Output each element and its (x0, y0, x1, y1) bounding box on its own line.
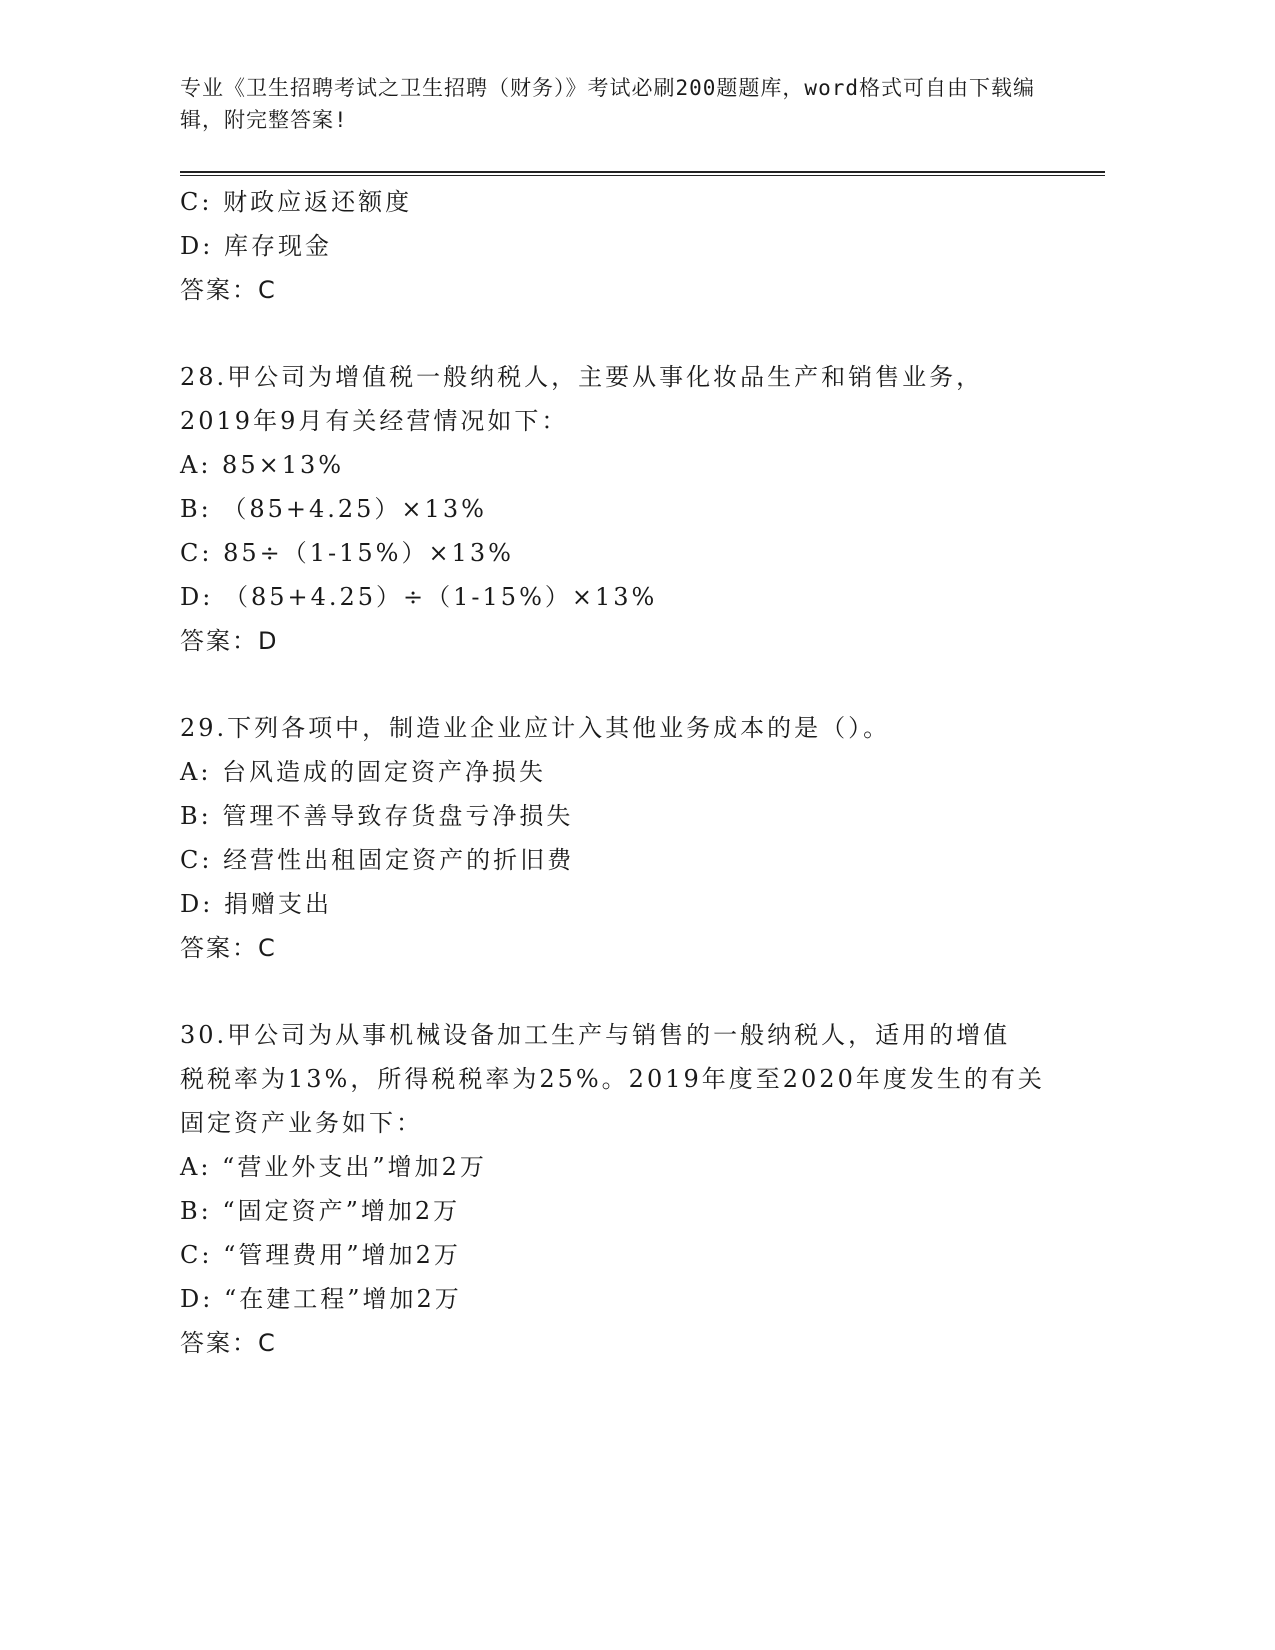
spacer (180, 312, 1060, 355)
option-c: C: 财政应返还额度 (180, 188, 413, 216)
option-b: B: （85+4.25）×13% (180, 495, 487, 523)
page-header (180, 72, 1040, 136)
spacer (180, 970, 1060, 1013)
question-stem-line: 税税率为13%，所得税税率为25%。2019年度至2020年度发生的有关 (180, 1065, 1045, 1093)
option-c: C: 85÷（1-15%）×13% (180, 539, 514, 567)
header-divider (180, 171, 1105, 176)
option-a: A: 85×13% (180, 451, 345, 479)
option-a: A: “营业外支出”增加2万 (180, 1153, 487, 1181)
question-stem-line: 2019年9月有关经营情况如下： (180, 407, 569, 435)
answer-line: 答案：C (180, 276, 277, 304)
answer-line: 答案：C (180, 934, 277, 962)
question-content (180, 180, 1060, 1365)
question-stem-line: 30.甲公司为从事机械设备加工生产与销售的一般纳税人，适用的增值 (180, 1021, 1011, 1049)
option-b: B: “固定资产”增加2万 (180, 1197, 461, 1225)
question-stem-line: 29.下列各项中，制造业企业应计入其他业务成本的是（）。 (180, 714, 891, 742)
option-c: C: 经营性出租固定资产的折旧费 (180, 846, 575, 874)
answer-line: 答案：D (180, 627, 279, 655)
question-stem-line: 28.甲公司为增值税一般纳税人，主要从事化妆品生产和销售业务， (180, 363, 984, 391)
option-b: B: 管理不善导致存货盘亏净损失 (180, 802, 574, 830)
answer-line: 答案：C (180, 1329, 277, 1357)
spacer (180, 663, 1060, 706)
option-c: C: “管理费用”增加2万 (180, 1241, 461, 1269)
option-d: D: 捐赠支出 (180, 890, 332, 918)
option-d: D: “在建工程”增加2万 (180, 1285, 462, 1313)
question-stem-line: 固定资产业务如下： (180, 1109, 423, 1137)
header-title: 专业《卫生招聘考试之卫生招聘（财务）》考试必刷200题题库，word格式可自由下载编辑，附完整答案! (180, 76, 1035, 132)
option-d: D: （85+4.25）÷（1-15%）×13% (180, 583, 658, 611)
question-29 (180, 706, 1060, 970)
question-30 (180, 1013, 1060, 1365)
question-28 (180, 355, 1060, 663)
option-a: A: 台风造成的固定资产净损失 (180, 758, 547, 786)
continued-question (180, 180, 1060, 312)
option-d: D: 库存现金 (180, 232, 332, 260)
